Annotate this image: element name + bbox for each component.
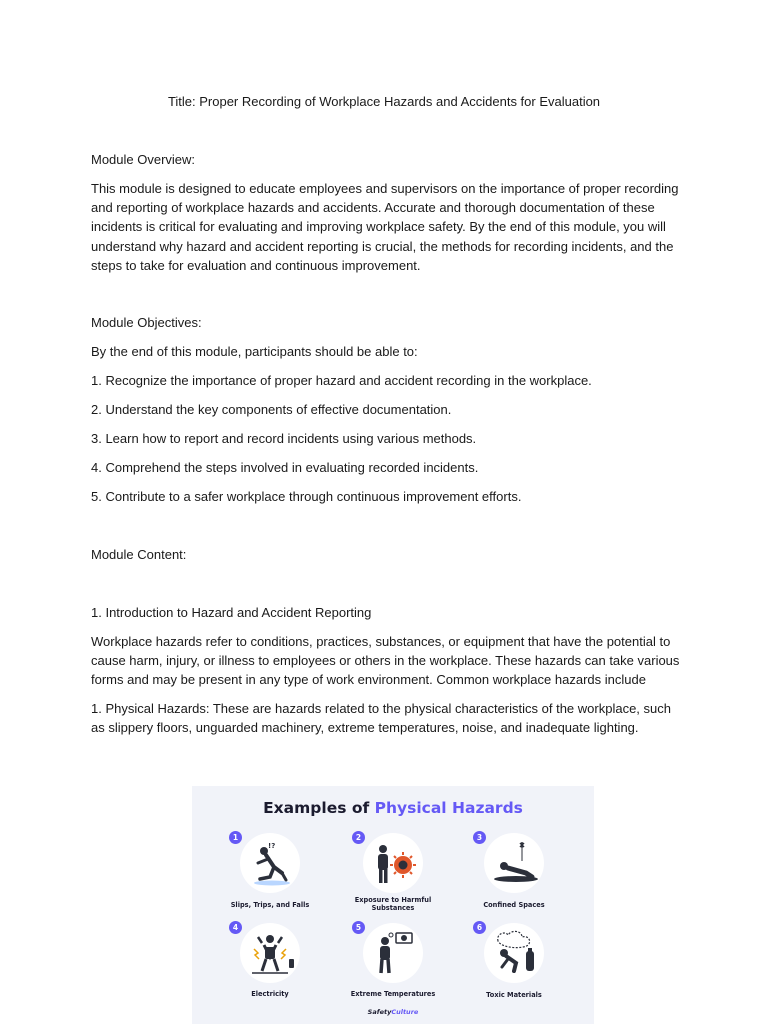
infographic-title: [192, 799, 594, 817]
toxic-material-icon: [484, 923, 544, 983]
overview-paragraph: This module is designed to educate employees and supervisors on the importance of proper recording and reporting of workplace hazards and accidents. Accurate and thorough documentation of these incidents is critical for evaluating and improving workplace safety. By the end of this module, you will understand why hazard and accident reporting is crucial, the methods for recording incidents, and the steps to take for evaluation and continuous improvement.: [91, 181, 679, 273]
physical-hazards-paragraph: 1. Physical Hazards: These are hazards related to the physical characteristics of the workplace, such as slippery floors, unguarded machinery, extreme temperatures, noise, and inadequate lighting.: [91, 701, 671, 736]
objectives-intro: By the end of this module, participants should be able to:: [91, 344, 418, 359]
objective-item: 5. Contribute to a safer workplace through continuous improvement efforts.: [91, 489, 522, 504]
objective-item: 1. Recognize the importance of proper hazard and accident recording in the workplace.: [91, 373, 592, 388]
objective-item: 4. Comprehend the steps involved in evaluating recorded incidents.: [91, 460, 479, 475]
brand-logo: [192, 1008, 594, 1016]
overview-heading: Module Overview:: [91, 152, 196, 167]
infographic-title-accent: Physical Hazards: [374, 799, 523, 817]
harmful-substance-icon: [363, 833, 423, 893]
slip-fall-icon: [240, 833, 300, 893]
objective-item: 3. Learn how to report and record incidents using various methods.: [91, 431, 477, 446]
infographic-title-lead: Examples of: [263, 799, 375, 817]
content-heading: Module Content:: [91, 547, 187, 562]
hazard-number-badge: 4: [229, 921, 242, 934]
hazard-label: Exposure to Harmful Substances: [354, 896, 432, 912]
hazard-number-badge: 5: [352, 921, 365, 934]
brand-logo-part1: Safety: [367, 1008, 392, 1016]
hazard-number-badge: 3: [473, 831, 486, 844]
hazard-number-badge: 6: [473, 921, 486, 934]
hazard-label: Electricity: [251, 990, 289, 998]
hazard-label: Toxic Materials: [486, 991, 542, 999]
section-heading: 1. Introduction to Hazard and Accident Reporting: [91, 605, 372, 620]
confined-space-icon: [484, 833, 544, 893]
physical-hazards-infographic: [192, 786, 594, 1024]
electricity-icon: [240, 923, 300, 983]
section-paragraph: Workplace hazards refer to conditions, practices, substances, or equipment that have the potential to cause harm, injury, or illness to employees or others in the workplace. These hazards can take various forms and may be present in any type of work environment. Common workplace hazards include: [91, 634, 680, 688]
objectives-heading: Module Objectives:: [91, 315, 202, 330]
hazard-label: Slips, Trips, and Falls: [230, 901, 310, 909]
hazard-label: Extreme Temperatures: [350, 990, 436, 998]
extreme-temperature-icon: [363, 923, 423, 983]
brand-logo-part2: Culture: [391, 1008, 419, 1016]
hazard-number-badge: 1: [229, 831, 242, 844]
hazard-number-badge: 2: [352, 831, 365, 844]
svg-text:!?: !?: [268, 842, 276, 850]
hazard-label: Confined Spaces: [483, 901, 545, 909]
objective-item: 2. Understand the key components of effective documentation.: [91, 402, 452, 417]
document-title: Title: Proper Recording of Workplace Hazards and Accidents for Evaluation: [167, 94, 601, 109]
